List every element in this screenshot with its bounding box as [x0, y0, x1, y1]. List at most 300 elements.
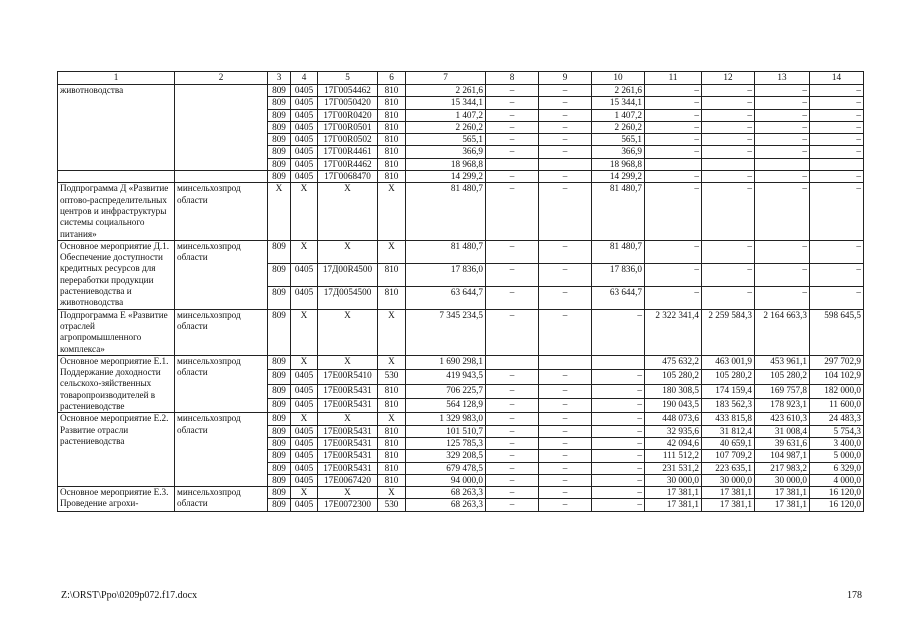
cell-target-article: 17Е0072300	[318, 499, 378, 511]
cell-y2015: –	[539, 413, 592, 425]
cell-y2014: –	[486, 384, 539, 398]
cell-y2016: –	[592, 487, 645, 499]
cell-y2017: –	[645, 97, 702, 109]
cell-expense-type: 810	[378, 398, 406, 412]
cell-y2020: 11 600,0	[810, 398, 864, 412]
header-row	[58, 72, 864, 85]
cell-total: 564 128,9	[406, 398, 486, 412]
table-row	[58, 309, 864, 355]
cell-section: 0405	[291, 370, 318, 384]
cell-total: 101 510,7	[406, 425, 486, 437]
cell-y2016: –	[592, 309, 645, 355]
cell-y2019	[755, 158, 810, 170]
cell-y2015: –	[539, 384, 592, 398]
cell-expense-type: Х	[378, 309, 406, 355]
cell-y2019: –	[755, 263, 810, 286]
cell-y2014: –	[486, 487, 539, 499]
cell-y2020: 104 102,9	[810, 370, 864, 384]
cell-section: Х	[291, 309, 318, 355]
cell-y2015: –	[539, 171, 592, 183]
cell-y2019: –	[755, 183, 810, 240]
cell-y2014: –	[486, 240, 539, 263]
cell-grbs: 809	[268, 171, 291, 183]
column-header-10: 10	[592, 72, 645, 85]
cell-total: 81 480,7	[406, 183, 486, 240]
cell-y2020: –	[810, 134, 864, 146]
cell-y2020: –	[810, 240, 864, 263]
cell-target-article: Х	[318, 487, 378, 499]
cell-grbs: 809	[268, 146, 291, 158]
cell-y2017: 32 935,6	[645, 425, 702, 437]
cell-total: 94 000,0	[406, 474, 486, 486]
cell-y2020: –	[810, 263, 864, 286]
cell-y2014: –	[486, 286, 539, 309]
cell-total: 565,1	[406, 134, 486, 146]
cell-section: Х	[291, 413, 318, 425]
cell-target-article: 17Г00R0502	[318, 134, 378, 146]
budget-table	[57, 71, 864, 512]
cell-executor: минсельхозпрод области	[175, 309, 268, 355]
cell-y2016: 81 480,7	[592, 240, 645, 263]
cell-expense-type: 810	[378, 121, 406, 133]
cell-y2017: 111 512,2	[645, 450, 702, 462]
cell-y2017: 190 043,5	[645, 398, 702, 412]
cell-y2016: 18 968,8	[592, 158, 645, 170]
cell-grbs: 809	[268, 425, 291, 437]
cell-grbs: 809	[268, 134, 291, 146]
cell-total: 125 785,3	[406, 437, 486, 449]
cell-section: 0405	[291, 425, 318, 437]
cell-y2015: –	[539, 437, 592, 449]
cell-y2018	[702, 158, 755, 170]
cell-y2016: –	[592, 462, 645, 474]
cell-y2020: –	[810, 171, 864, 183]
cell-y2018: –	[702, 183, 755, 240]
cell-total: 14 299,2	[406, 171, 486, 183]
cell-target-article: 17Е0067420	[318, 474, 378, 486]
cell-y2019: 105 280,2	[755, 370, 810, 384]
cell-grbs: 809	[268, 263, 291, 286]
cell-y2016: 15 344,1	[592, 97, 645, 109]
cell-y2020: 182 000,0	[810, 384, 864, 398]
cell-expense-type: 810	[378, 425, 406, 437]
cell-y2019: 423 610,3	[755, 413, 810, 425]
cell-y2017	[645, 158, 702, 170]
cell-target-article: 17Е00R5431	[318, 425, 378, 437]
cell-total: 2 260,2	[406, 121, 486, 133]
cell-section: 0405	[291, 450, 318, 462]
cell-y2018: –	[702, 134, 755, 146]
cell-y2017: –	[645, 240, 702, 263]
cell-grbs: 809	[268, 309, 291, 355]
cell-total: 18 968,8	[406, 158, 486, 170]
cell-y2019: 31 008,4	[755, 425, 810, 437]
cell-y2020: –	[810, 146, 864, 158]
cell-y2019: 39 631,6	[755, 437, 810, 449]
cell-y2017: 17 381,1	[645, 487, 702, 499]
cell-expense-type: 810	[378, 437, 406, 449]
cell-y2017: 17 381,1	[645, 499, 702, 511]
cell-total: 419 943,5	[406, 370, 486, 384]
cell-y2019: –	[755, 109, 810, 121]
column-header-2: 2	[175, 72, 268, 85]
cell-y2019: 178 923,1	[755, 398, 810, 412]
cell-y2018: 107 709,2	[702, 450, 755, 462]
cell-name: Основное мероприятие Е.1. Поддержание доходности сельскохо-зяйственных товаропроизводителей в растениеводстве	[58, 355, 175, 412]
cell-y2014: –	[486, 263, 539, 286]
column-header-1: 1	[58, 72, 175, 85]
cell-y2020: –	[810, 183, 864, 240]
document-sheet	[57, 71, 863, 512]
cell-y2014: –	[486, 121, 539, 133]
cell-total: 15 344,1	[406, 97, 486, 109]
cell-name: Подпрограмма Д «Развитие оптово-распределительных центров и инфраструктуры системы социального питания»	[58, 183, 175, 240]
cell-y2014: –	[486, 85, 539, 97]
cell-expense-type: Х	[378, 183, 406, 240]
cell-section: 0405	[291, 146, 318, 158]
cell-y2017: 105 280,2	[645, 370, 702, 384]
cell-y2020: 3 400,0	[810, 437, 864, 449]
cell-y2014: –	[486, 171, 539, 183]
cell-total: 366,9	[406, 146, 486, 158]
cell-y2015: –	[539, 487, 592, 499]
cell-y2017: 30 000,0	[645, 474, 702, 486]
cell-grbs: 809	[268, 355, 291, 369]
cell-y2014: –	[486, 97, 539, 109]
cell-name: Основное мероприятие Е.2. Развитие отрасли растениеводства	[58, 413, 175, 487]
cell-y2020: 5 754,3	[810, 425, 864, 437]
cell-target-article: 17Г0054462	[318, 85, 378, 97]
cell-section: 0405	[291, 171, 318, 183]
cell-y2020: –	[810, 85, 864, 97]
cell-grbs: 809	[268, 121, 291, 133]
table-row	[58, 413, 864, 425]
cell-y2017: 180 308,5	[645, 384, 702, 398]
cell-y2017: 475 632,2	[645, 355, 702, 369]
cell-expense-type: 810	[378, 462, 406, 474]
cell-expense-type: 810	[378, 134, 406, 146]
cell-y2020: 5 000,0	[810, 450, 864, 462]
cell-grbs: 809	[268, 413, 291, 425]
cell-y2014: –	[486, 398, 539, 412]
cell-y2014: –	[486, 309, 539, 355]
cell-y2016: 366,9	[592, 146, 645, 158]
cell-target-article: Х	[318, 355, 378, 369]
cell-grbs: 809	[268, 499, 291, 511]
cell-total: 329 208,5	[406, 450, 486, 462]
cell-y2015: –	[539, 183, 592, 240]
cell-expense-type: 810	[378, 158, 406, 170]
cell-y2015: –	[539, 240, 592, 263]
cell-y2014: –	[486, 413, 539, 425]
cell-y2019: 453 961,1	[755, 355, 810, 369]
cell-target-article: 17Е00R5431	[318, 450, 378, 462]
cell-y2016: –	[592, 413, 645, 425]
cell-y2018: 17 381,1	[702, 499, 755, 511]
cell-grbs: 809	[268, 450, 291, 462]
cell-y2015: –	[539, 134, 592, 146]
cell-total: 1 329 983,0	[406, 413, 486, 425]
cell-y2018: 463 001,9	[702, 355, 755, 369]
cell-y2016: 2 261,6	[592, 85, 645, 97]
cell-total: 1 407,2	[406, 109, 486, 121]
cell-y2019: 30 000,0	[755, 474, 810, 486]
cell-section: 0405	[291, 462, 318, 474]
cell-section: 0405	[291, 134, 318, 146]
cell-y2015: –	[539, 425, 592, 437]
cell-y2016: 14 299,2	[592, 171, 645, 183]
cell-target-article: Х	[318, 240, 378, 263]
cell-expense-type: 810	[378, 97, 406, 109]
table-body	[58, 72, 864, 512]
cell-y2018: 183 562,3	[702, 398, 755, 412]
cell-grbs: 809	[268, 384, 291, 398]
cell-y2018: 433 815,8	[702, 413, 755, 425]
cell-y2016: 17 836,0	[592, 263, 645, 286]
column-header-6: 6	[378, 72, 406, 85]
table-row	[58, 487, 864, 499]
cell-y2014: –	[486, 450, 539, 462]
cell-target-article: 17Г0050420	[318, 97, 378, 109]
cell-y2014: –	[486, 499, 539, 511]
cell-y2017: –	[645, 263, 702, 286]
cell-section: 0405	[291, 286, 318, 309]
column-header-3: 3	[268, 72, 291, 85]
column-header-12: 12	[702, 72, 755, 85]
cell-y2020: –	[810, 286, 864, 309]
cell-target-article: 17Г00R0420	[318, 109, 378, 121]
cell-y2018: –	[702, 146, 755, 158]
cell-y2020: –	[810, 109, 864, 121]
cell-section: 0405	[291, 158, 318, 170]
column-header-11: 11	[645, 72, 702, 85]
column-header-8: 8	[486, 72, 539, 85]
cell-y2015: –	[539, 97, 592, 109]
cell-grbs: 809	[268, 240, 291, 263]
cell-y2020: 16 120,0	[810, 487, 864, 499]
cell-y2019: 217 983,2	[755, 462, 810, 474]
cell-grbs: 809	[268, 487, 291, 499]
cell-y2019: 17 381,1	[755, 487, 810, 499]
cell-grbs: 809	[268, 474, 291, 486]
cell-y2017: 448 073,6	[645, 413, 702, 425]
cell-expense-type: 810	[378, 171, 406, 183]
cell-executor: минсельхозпрод области	[175, 487, 268, 512]
cell-y2014: –	[486, 134, 539, 146]
cell-y2020: 4 000,0	[810, 474, 864, 486]
cell-grbs: 809	[268, 462, 291, 474]
cell-y2015: –	[539, 462, 592, 474]
cell-executor: минсельхозпрод области	[175, 240, 268, 309]
cell-y2015: –	[539, 309, 592, 355]
cell-y2018: –	[702, 171, 755, 183]
cell-expense-type: Х	[378, 355, 406, 369]
cell-expense-type: 810	[378, 384, 406, 398]
cell-y2019: 2 164 663,3	[755, 309, 810, 355]
cell-target-article: 17Е00R5431	[318, 384, 378, 398]
cell-y2016: 1 407,2	[592, 109, 645, 121]
cell-expense-type: 810	[378, 450, 406, 462]
cell-target-article: Х	[318, 309, 378, 355]
cell-expense-type: 810	[378, 286, 406, 309]
column-header-14: 14	[810, 72, 864, 85]
cell-y2014: –	[486, 183, 539, 240]
cell-expense-type: 530	[378, 370, 406, 384]
cell-y2018: 223 635,1	[702, 462, 755, 474]
cell-executor	[175, 85, 268, 171]
cell-y2018: –	[702, 286, 755, 309]
table-row	[58, 85, 864, 97]
cell-y2020: 297 702,9	[810, 355, 864, 369]
cell-target-article: 17Е00R5410	[318, 370, 378, 384]
cell-executor	[175, 171, 268, 183]
cell-y2016: 2 260,2	[592, 121, 645, 133]
cell-y2014: –	[486, 462, 539, 474]
cell-y2017: –	[645, 134, 702, 146]
cell-y2019: –	[755, 97, 810, 109]
cell-name	[58, 171, 175, 183]
table-row	[58, 183, 864, 240]
cell-y2016: 81 480,7	[592, 183, 645, 240]
cell-section: 0405	[291, 97, 318, 109]
cell-y2017: –	[645, 183, 702, 240]
cell-y2018: 30 000,0	[702, 474, 755, 486]
cell-y2017: 231 531,2	[645, 462, 702, 474]
page-number: 178	[847, 590, 862, 601]
cell-grbs: Х	[268, 183, 291, 240]
cell-y2018: 2 259 584,3	[702, 309, 755, 355]
cell-y2020: 598 645,5	[810, 309, 864, 355]
cell-y2016: –	[592, 437, 645, 449]
cell-grbs: 809	[268, 437, 291, 449]
cell-y2015: –	[539, 263, 592, 286]
cell-section: Х	[291, 240, 318, 263]
cell-y2014	[486, 355, 539, 369]
cell-y2016: 63 644,7	[592, 286, 645, 309]
cell-section: 0405	[291, 109, 318, 121]
cell-y2016: –	[592, 474, 645, 486]
cell-y2016: –	[592, 450, 645, 462]
cell-section: 0405	[291, 437, 318, 449]
column-header-5: 5	[318, 72, 378, 85]
cell-section: Х	[291, 487, 318, 499]
cell-expense-type: 810	[378, 263, 406, 286]
cell-section: 0405	[291, 121, 318, 133]
cell-target-article: 17Г00R4461	[318, 146, 378, 158]
cell-total: 1 690 298,1	[406, 355, 486, 369]
cell-y2015: –	[539, 121, 592, 133]
cell-y2015: –	[539, 109, 592, 121]
cell-y2017: –	[645, 146, 702, 158]
cell-y2015	[539, 158, 592, 170]
cell-y2017: –	[645, 121, 702, 133]
table-row	[58, 240, 864, 263]
cell-total: 68 263,3	[406, 487, 486, 499]
cell-y2016: –	[592, 384, 645, 398]
cell-expense-type: 810	[378, 474, 406, 486]
cell-y2020: –	[810, 121, 864, 133]
cell-y2020: 24 483,3	[810, 413, 864, 425]
cell-y2016: –	[592, 398, 645, 412]
cell-y2014: –	[486, 146, 539, 158]
cell-grbs: 809	[268, 370, 291, 384]
cell-section: 0405	[291, 384, 318, 398]
cell-section: 0405	[291, 263, 318, 286]
cell-section: Х	[291, 355, 318, 369]
cell-y2019: 104 987,1	[755, 450, 810, 462]
cell-y2017: –	[645, 109, 702, 121]
cell-grbs: 809	[268, 97, 291, 109]
cell-y2018: 31 812,4	[702, 425, 755, 437]
cell-y2018: –	[702, 121, 755, 133]
cell-total: 17 836,0	[406, 263, 486, 286]
cell-target-article: 17Д0054500	[318, 286, 378, 309]
cell-y2017: 42 094,6	[645, 437, 702, 449]
column-header-4: 4	[291, 72, 318, 85]
cell-y2014: –	[486, 474, 539, 486]
cell-expense-type: 810	[378, 146, 406, 158]
table-row	[58, 355, 864, 369]
cell-expense-type: Х	[378, 240, 406, 263]
column-header-13: 13	[755, 72, 810, 85]
cell-target-article: 17Е00R5431	[318, 398, 378, 412]
cell-y2019: –	[755, 286, 810, 309]
cell-y2020: 16 120,0	[810, 499, 864, 511]
cell-y2015: –	[539, 474, 592, 486]
cell-y2018: –	[702, 240, 755, 263]
cell-y2019: –	[755, 85, 810, 97]
cell-grbs: 809	[268, 109, 291, 121]
cell-y2018: –	[702, 263, 755, 286]
cell-y2019: –	[755, 240, 810, 263]
cell-y2015: –	[539, 146, 592, 158]
cell-y2015: –	[539, 286, 592, 309]
cell-expense-type: Х	[378, 413, 406, 425]
cell-y2016: –	[592, 370, 645, 384]
cell-y2018: –	[702, 85, 755, 97]
cell-y2018: 105 280,2	[702, 370, 755, 384]
cell-y2020	[810, 158, 864, 170]
cell-y2019: –	[755, 134, 810, 146]
cell-section: 0405	[291, 85, 318, 97]
cell-y2015: –	[539, 370, 592, 384]
cell-name: животноводства	[58, 85, 175, 171]
cell-executor: минсельхозпрод области	[175, 355, 268, 412]
cell-y2017: –	[645, 85, 702, 97]
cell-y2014: –	[486, 109, 539, 121]
cell-y2016: –	[592, 499, 645, 511]
cell-target-article: 17Г00R4462	[318, 158, 378, 170]
cell-y2015	[539, 355, 592, 369]
cell-total: 679 478,5	[406, 462, 486, 474]
cell-y2019: –	[755, 146, 810, 158]
cell-total: 2 261,6	[406, 85, 486, 97]
cell-expense-type: 530	[378, 499, 406, 511]
cell-y2019: 169 757,8	[755, 384, 810, 398]
cell-y2018: 17 381,1	[702, 487, 755, 499]
cell-expense-type: Х	[378, 487, 406, 499]
cell-name: Основное мероприятие Е.3. Проведение агрохи-	[58, 487, 175, 512]
cell-grbs: 809	[268, 398, 291, 412]
cell-grbs: 809	[268, 286, 291, 309]
cell-y2017: 2 322 341,4	[645, 309, 702, 355]
cell-target-article: 17Г00R0501	[318, 121, 378, 133]
cell-y2014: –	[486, 425, 539, 437]
cell-expense-type: 810	[378, 85, 406, 97]
cell-y2017: –	[645, 286, 702, 309]
column-header-7: 7	[406, 72, 486, 85]
cell-grbs: 809	[268, 85, 291, 97]
